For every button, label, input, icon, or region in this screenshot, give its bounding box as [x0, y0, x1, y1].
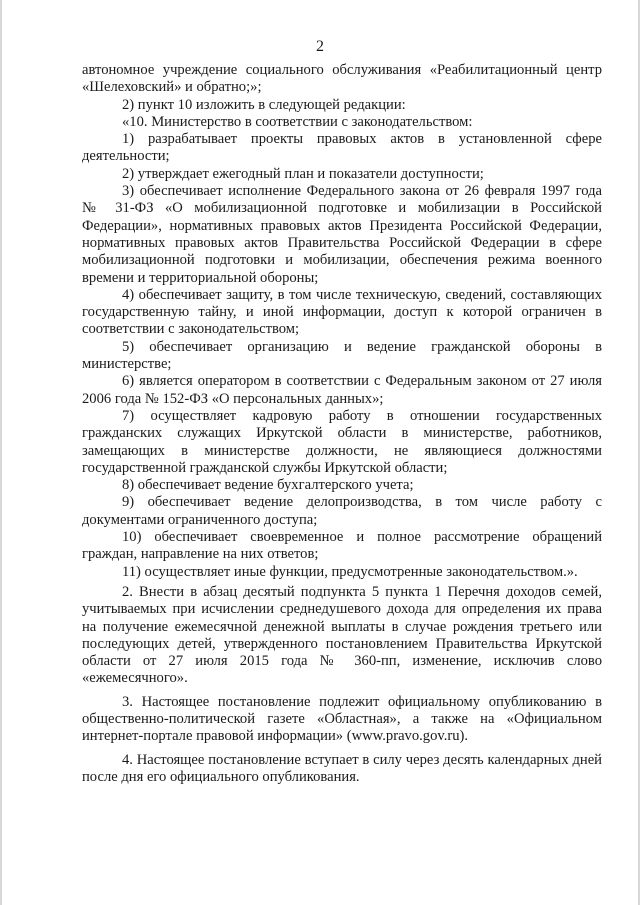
paragraph-subitem-9: 9) обеспечивает ведение делопроизводства, в том числе работу с документами ограниченного доступа; — [82, 494, 602, 528]
paragraph-section-2: 2. Внести в абзац десятый подпункта 5 пункта 1 Перечня доходов семей, учитываемых при исчислении среднедушевого дохода для определения их права на получение ежемесячной денежной выплаты в случае рождения третьего или последующих детей, утвержденного постановлением Правительства Иркутской области от 27 июля 2015 года № 360-пп, изменение, исключив слово «ежемесячного». — [82, 583, 602, 687]
paragraph-subitem-4: 4) обеспечивает защиту, в том числе техническую, сведений, составляющих государственную тайну, и иной информации, доступ к которой ограничен в соответствии с законодательством; — [82, 286, 602, 338]
paragraph-subitem-5: 5) обеспечивает организацию и ведение гражданской обороны в министерстве; — [82, 338, 602, 373]
paragraph-subitem-11: 11) осуществляет иные функции, предусмотренные законодательством.». — [122, 563, 578, 580]
paragraph-section-3: 3. Настоящее постановление подлежит официальному опубликованию в общественно-политической газете «Областная», а также на «Официальном интернет-портале правовой информации» (www.pravo.gov.ru). — [82, 693, 602, 745]
paragraph-continuation: автономное учреждение социального обслуживания «Реабилитационный центр «Шелеховский» и обратно;»; — [82, 62, 602, 96]
paragraph-subitem-3: 3) обеспечивает исполнение Федерального закона от 26 февраля 1997 года № 31-ФЗ «О мобилизационной подготовке и мобилизации в Российской Федерации», нормативных правовых актов Президента Российской Федерации, нормативных правовых актов Правительства Российской Федерации в сфере мобилизационной подготовки и мобилизации, обеспечения режима военного времени и территориальной обороны; — [82, 183, 602, 286]
paragraph-subitem-6: 6) является оператором в соответствии с Федеральным законом от 27 июля 2006 года № 152-ФЗ «О персональных данных»; — [82, 373, 602, 407]
paragraph-section-4: 4. Настоящее постановление вступает в силу через десять календарных дней после дня его официального опубликования. — [82, 751, 602, 785]
page-number: 2 — [316, 38, 324, 55]
paragraph-subitem-10: 10) обеспечивает своевременное и полное рассмотрение обращений граждан, направление на них ответов; — [82, 529, 602, 563]
paragraph-point-10: «10. Министерство в соответствии с законодательством: — [122, 113, 473, 130]
document-body — [82, 62, 602, 786]
paragraph-item-2: 2) пункт 10 изложить в следующей редакции: — [122, 96, 406, 113]
paragraph-subitem-7: 7) осуществляет кадровую работу в отношении государственных гражданских служащих Иркутской области в министерстве, работников, замещающих в министерстве должности, не являющиеся должностями государственной гражданской службы Иркутской области; — [82, 407, 602, 476]
paragraph-subitem-2: 2) утверждает ежегодный план и показатели доступности; — [122, 165, 484, 182]
paragraph-subitem-1: 1) разрабатывает проекты правовых актов в установленной сфере деятельности; — [82, 131, 602, 165]
paragraph-subitem-8: 8) обеспечивает ведение бухгалтерского учета; — [122, 477, 414, 494]
